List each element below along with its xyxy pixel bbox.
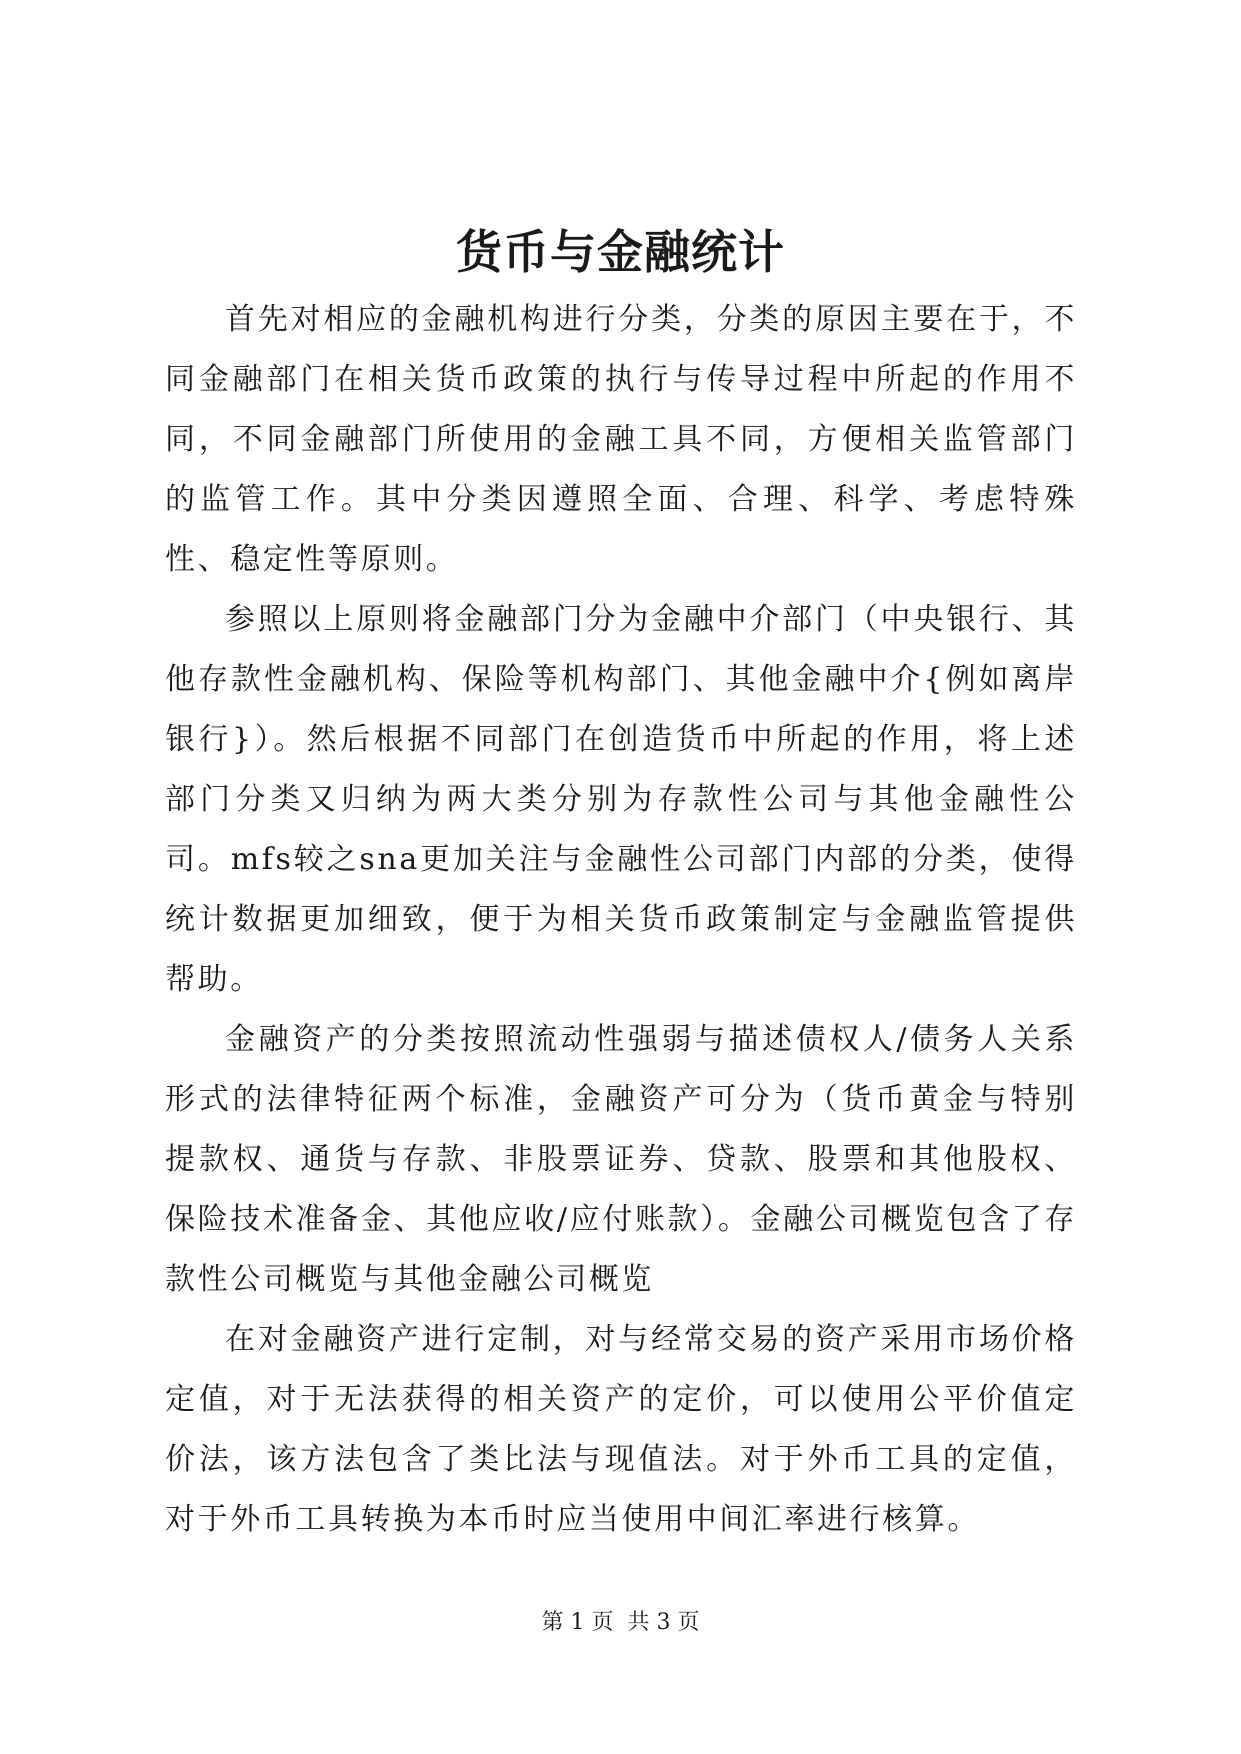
document-body: [165, 290, 1077, 1550]
page-number-label: 第 1 页 共 3 页: [541, 1610, 700, 1635]
paragraph-4: 在对金融资产进行定制，对与经常交易的资产采用市场价格定值，对于无法获得的相关资产的定价，可以使用公平价值定价法，该方法包含了类比法与现值法。对于外币工具的定值，对于外币工具转换为本币时应当使用中间汇率进行核算。: [165, 1322, 1077, 1537]
paragraph-1: 首先对相应的金融机构进行分类，分类的原因主要在于，不同金融部门在相关货币政策的执行与传导过程中所起的作用不同，不同金融部门所使用的金融工具不同，方便相关监管部门的监管工作。其中分类因遵照全面、合理、科学、考虑特殊性、稳定性等原则。: [165, 302, 1077, 577]
page-footer: [0, 1608, 1241, 1638]
document-title: 货币与金融统计: [456, 225, 785, 279]
paragraph-3: 金融资产的分类按照流动性强弱与描述债权人/债务人关系形式的法律特征两个标准，金融资产可分为（货币黄金与特别提款权、通货与存款、非股票证券、贷款、股票和其他股权、保险技术准备金、其他应收/应付账款）。金融公司概览包含了存款性公司概览与其他金融公司概览: [165, 1022, 1077, 1297]
paragraph-2: 参照以上原则将金融部门分为金融中介部门（中央银行、其他存款性金融机构、保险等机构部门、其他金融中介{例如离岸银行}）。然后根据不同部门在创造货币中所起的作用，将上述部门分类又归纳为两大类分别为存款性公司与其他金融性公司。mfs较之sna更加关注与金融性公司部门内部的分类，使得统计数据更加细致，便于为相关货币政策制定与金融监管提供帮助。: [165, 602, 1077, 997]
